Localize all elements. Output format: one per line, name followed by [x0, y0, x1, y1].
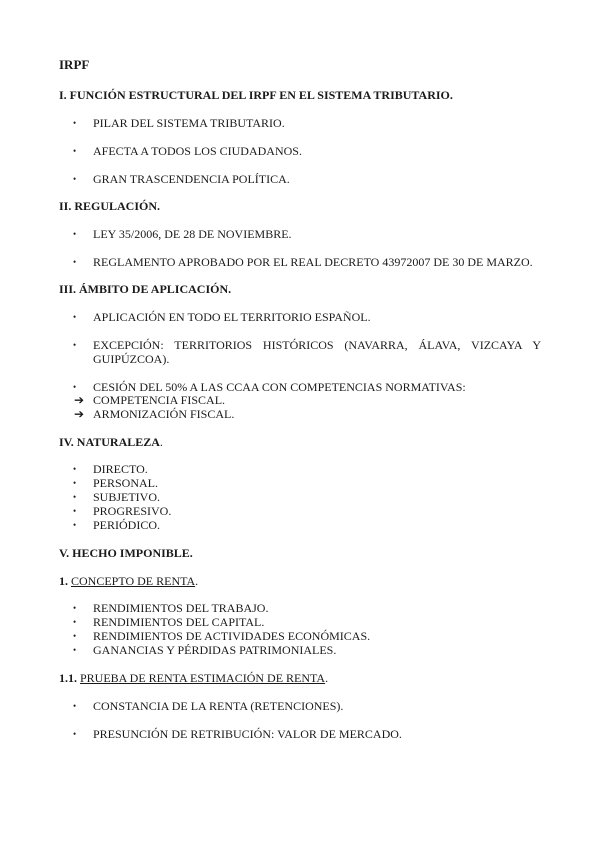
- bullet-icon: •: [73, 146, 77, 156]
- bullet-icon: •: [73, 729, 77, 739]
- bullet-icon: •: [73, 257, 77, 267]
- document-title: IRPF: [59, 57, 90, 72]
- bullet-icon: •: [73, 645, 77, 655]
- bullet-icon: •: [73, 478, 77, 488]
- bullet-icon: •: [73, 520, 77, 530]
- section-heading-5: V. HECHO IMPONIBLE.: [59, 546, 193, 560]
- bullet-icon: •: [73, 340, 77, 350]
- section-heading-1: I. FUNCIÓN ESTRUCTURAL DEL IRPF EN EL SISTEMA TRIBUTARIO.: [59, 88, 453, 102]
- bullet-icon: •: [73, 506, 77, 516]
- section-heading-4: IV. NATURALEZA.: [59, 435, 163, 449]
- arrow-right-icon: ➔: [74, 393, 85, 407]
- bullet-icon: •: [73, 312, 77, 322]
- bullet-icon: •: [73, 603, 77, 613]
- bullet-icon: •: [73, 174, 77, 184]
- bullet-icon: •: [73, 631, 77, 641]
- document-page: IRPF I. FUNCIÓN ESTRUCTURAL DEL IRPF EN EL SISTEMA TRIBUTARIO. • PILAR DEL SISTEMA TRIBUTARIO. • AFECTA A TODOS LOS CIUDADANOS. • GRAN TRASCENDENCIA POLÍTICA. II. REGULACIÓN. • LEY 35/2006, DE 28 DE NOVIEMBRE. • REGLAMENTO APROBADO POR EL REAL DECRETO 43972007 DE 30 DE MARZO. III. ÁMBITO DE APLICACIÓN. • APLICACIÓN EN TODO EL TERRITORIO ESPAÑOL. • EXCEPCIÓN: TERRITORIOS HISTÓRICOS (NAVARRA, ÁLAVA, VIZCAYA Y GUIPÚZCOA). • CESIÓN DEL 50% A LAS CCAA CON COMPETENCIAS NORMATIVAS: ➔ COMPETENCIA FISCAL. ➔ ARMONIZACIÓN FISCAL. IV. NATURALEZA. • DIRECTO. • PERSONAL. • SUBJETIVO. • PROGRESIVO. • PERIÓDICO. V. HECHO IMPONIBLE. 1. CONCEPTO DE RENTA. • RENDIMIENTOS DEL TRABAJO. • RENDIMIENTOS DEL CAPITAL. • RENDIMIENTOS DE ACTIVIDADES ECONÓMICAS. • GANANCIAS Y PÉRDIDAS PATRIMONIALES. 1.1. PRUEBA DE RENTA ESTIMACIÓN DE RENTA. • CONSTANCIA DE LA RENTA (RETENCIONES). • PRESUNCIÓN DE RETRIBUCIÓN: VALOR DE MERCADO.: [59, 57, 541, 741]
- bullet-icon: •: [73, 382, 77, 392]
- bullet-icon: •: [73, 464, 77, 474]
- bullet-icon: •: [73, 492, 77, 502]
- arrow-right-icon: ➔: [74, 407, 85, 421]
- bullet-icon: •: [73, 229, 77, 239]
- section-heading-3: III. ÁMBITO DE APLICACIÓN.: [59, 282, 232, 296]
- section-heading-2: II. REGULACIÓN.: [59, 199, 161, 213]
- bullet-icon: •: [73, 617, 77, 627]
- bullet-icon: •: [73, 701, 77, 711]
- subsection-heading-1-1: 1.1. PRUEBA DE RENTA ESTIMACIÓN DE RENTA.: [59, 671, 329, 685]
- subsection-heading-1: 1. CONCEPTO DE RENTA.: [59, 574, 199, 588]
- bullet-icon: •: [73, 118, 77, 128]
